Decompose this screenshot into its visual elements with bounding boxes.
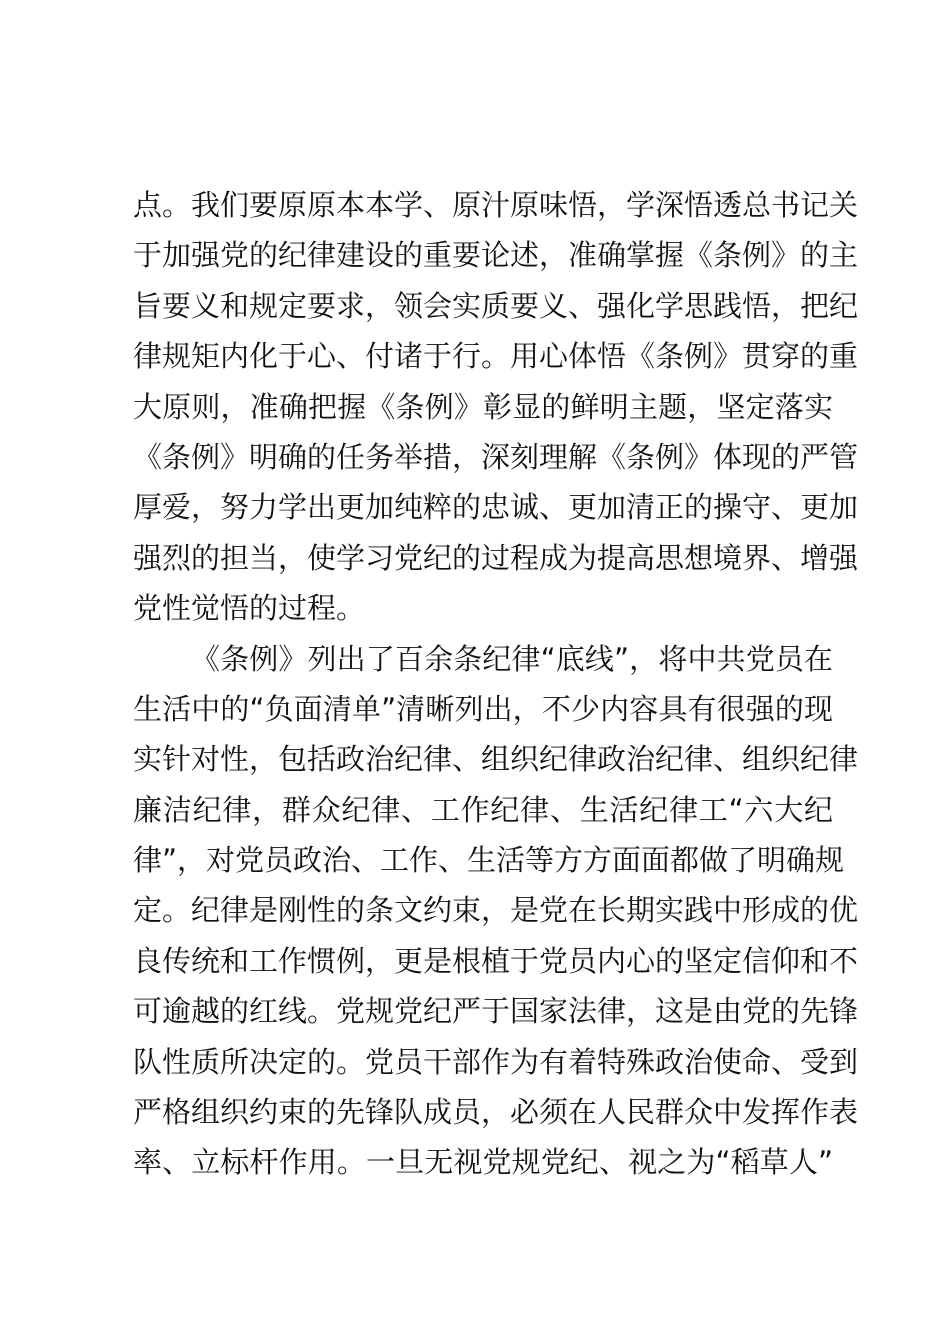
text-line: 大原则，准确把握《条例》彰显的鲜明主题，坚定落实 — [133, 389, 833, 424]
text-line: 律”，对党员政治、工作、生活等方方面面都做了明确规 — [133, 843, 845, 878]
text-line: 良传统和工作惯例，更是根植于党员内心的坚定信仰和不 — [133, 943, 859, 978]
text-line: 严格组织约束的先锋队成员，必须在人民群众中发挥作表 — [133, 1095, 859, 1130]
text-line: 于加强党的纪律建设的重要论述，准确掌握《条例》的主 — [133, 238, 859, 273]
text-line: 可逾越的红线。党规党纪严于国家法律，这是由党的先锋 — [133, 994, 859, 1029]
text-line: 厚爱，努力学出更加纯粹的忠诚、更加清正的操守、更加 — [133, 490, 859, 525]
paragraph-end-line: 党性觉悟的过程。 — [133, 591, 366, 626]
text-line: 实针对性，包括政治纪律、组织纪律政治纪律、组织纪律 — [133, 742, 859, 777]
text-line: 点。我们要原原本本学、原汁原味悟，学深悟透总书记关 — [133, 188, 859, 222]
text-line: 律规矩内化于心、付诸于行。用心体悟《条例》贯穿的重 — [133, 339, 859, 374]
text-line: 强烈的担当，使学习党纪的过程成为提高思想境界、增强 — [133, 540, 859, 575]
text-line: 生活中的“负面清单”清晰列出，不少内容具有很强的现 — [133, 691, 833, 726]
text-line: 队性质所决定的。党员干部作为有着特殊政治使命、受到 — [133, 1044, 859, 1079]
paragraph-start-line: 《条例》列出了百余条纪律“底线”，将中共党员在 — [191, 641, 833, 676]
text-line: 《条例》明确的任务举措，深刻理解《条例》体现的严管 — [133, 439, 859, 474]
text-line: 定。纪律是刚性的条文约束，是党在长期实践中形成的优 — [133, 893, 859, 928]
text-line: 旨要义和规定要求，领会实质要义、强化学思践悟，把纪 — [133, 288, 859, 323]
text-line: 率、立标杆作用。一旦无视党规党纪、视之为“稻草人” — [133, 1145, 833, 1180]
document-body-text — [133, 180, 859, 1188]
text-line: 廉洁纪律，群众纪律、工作纪律、生活纪律工“六大纪 — [133, 792, 833, 827]
